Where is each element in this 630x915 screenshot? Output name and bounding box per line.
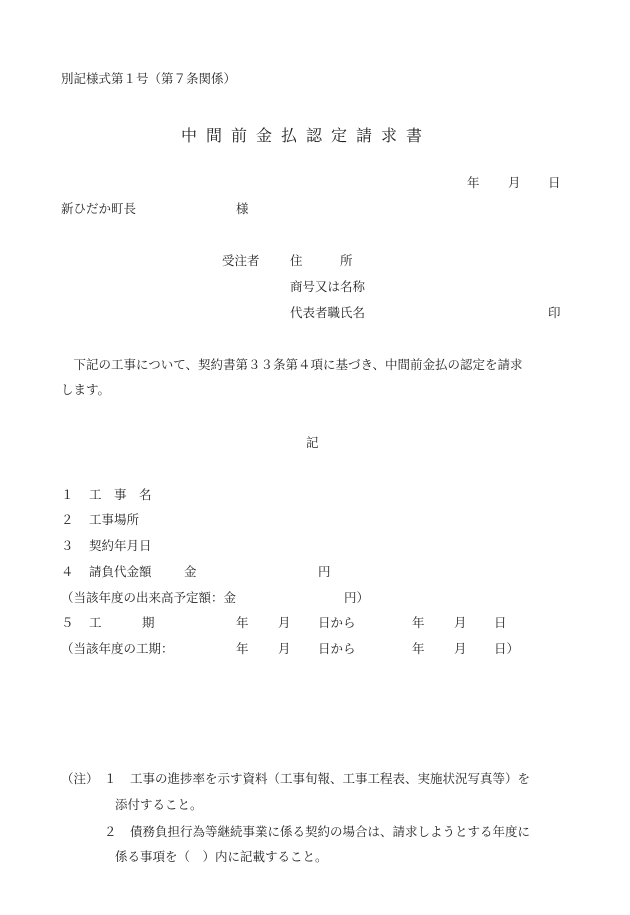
item5-month1: 月: [278, 615, 291, 630]
note2-number: ２: [104, 824, 117, 839]
item5-number: ５: [61, 615, 74, 630]
item5-from: 日から: [318, 615, 356, 630]
seal-mark: 印: [548, 305, 561, 320]
item1-label: 工 事 名: [89, 487, 152, 502]
item3-number: ３: [61, 538, 74, 553]
note2-line1: 債務負担行為等継続事業に係る契約の場合は、請求しようとする年度に: [130, 824, 531, 839]
date-month: 月: [508, 175, 521, 190]
item1-number: １: [61, 487, 74, 502]
item2-label: 工事場所: [89, 512, 140, 527]
note1-line1: 工事の進捗率を示す資料（工事旬報、工事工程表、実施状況写真等）を: [130, 771, 531, 786]
note1-line2: 添付すること。: [115, 797, 203, 812]
item5-sub-day2: 日）: [494, 641, 520, 656]
note-prefix: （注）: [61, 771, 99, 786]
item5-sub-month1: 月: [278, 641, 291, 656]
item5-sub-label: （当該年度の工期：: [61, 641, 174, 656]
address-label: 住 所: [290, 253, 353, 268]
note2-line2: 係る事項を（ ）内に記載すること。: [115, 849, 328, 864]
item5-sub-month2: 月: [454, 641, 467, 656]
item3-label: 契約年月日: [89, 538, 152, 553]
form-label: 別記様式第１号（第７条関係）: [61, 71, 237, 86]
item4-label: 請負代金額: [89, 564, 152, 579]
item4-sub-label: （当該年度の出来高予定額：金: [61, 590, 237, 605]
item5-year1: 年: [236, 615, 249, 630]
note1-number: １: [104, 771, 117, 786]
addressee-name: 新ひだか町長: [61, 201, 137, 216]
date-day: 日: [548, 175, 561, 190]
item2-number: ２: [61, 512, 74, 527]
company-label: 商号又は名称: [290, 279, 366, 294]
addressee-honorific: 様: [236, 201, 249, 216]
item4-kin: 金: [184, 564, 197, 579]
item5-label: 工: [89, 615, 102, 630]
ki-heading: 記: [306, 435, 319, 450]
item5-year2: 年: [412, 615, 425, 630]
item5-day2: 日: [494, 615, 507, 630]
item4-number: ４: [61, 564, 74, 579]
item5-sub-year2: 年: [412, 641, 425, 656]
item4-yen: 円: [318, 564, 331, 579]
page-title: 中間前金払認定請求書: [181, 126, 432, 145]
item5-sub-from: 日から: [318, 641, 356, 656]
body-text-line1: 下記の工事について、契約書第３３条第４項に基づき、中間前金払の認定を請求: [61, 357, 523, 372]
applicant-label: 受注者: [222, 253, 260, 268]
date-year: 年: [467, 175, 480, 190]
body-text-line2: します。: [61, 382, 111, 397]
item5-sub-year1: 年: [236, 641, 249, 656]
item5-month2: 月: [454, 615, 467, 630]
representative-label: 代表者職氏名: [290, 305, 366, 320]
item4-sub-yen: 円）: [344, 590, 370, 605]
item5-label2: 期: [142, 615, 155, 630]
